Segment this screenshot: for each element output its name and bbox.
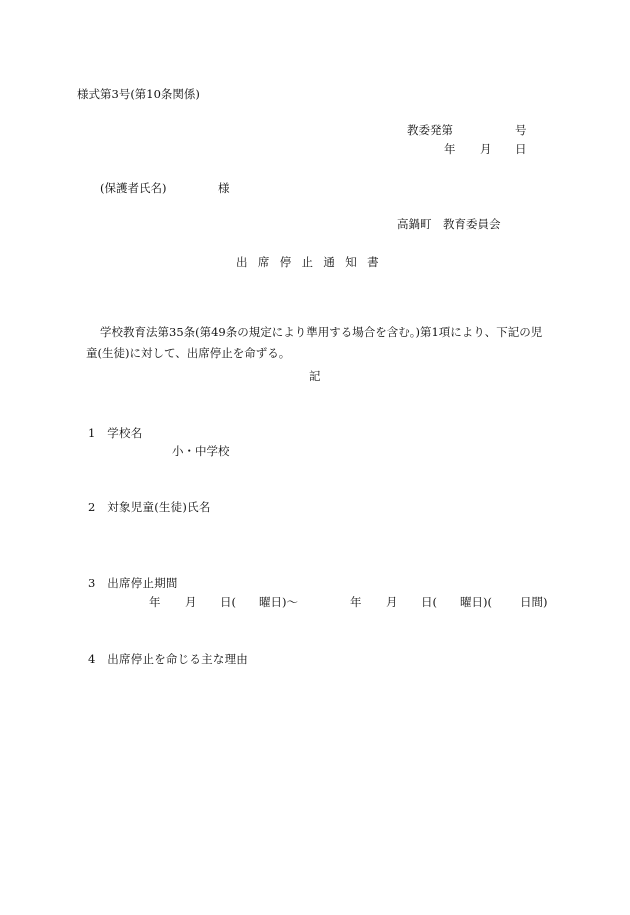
period-weekday-1: 曜日)～	[259, 595, 298, 609]
date-month: 月	[480, 142, 492, 156]
period-day-2: 日(	[421, 595, 437, 609]
addressee-honorific: 様	[218, 181, 230, 195]
item-school-value: 小・中学校	[172, 444, 230, 458]
item-reason-heading: 4 出席停止を命じる主な理由	[88, 652, 249, 666]
date-year: 年	[444, 142, 456, 156]
period-year-2: 年	[350, 595, 362, 609]
document-number-prefix: 教委発第	[407, 123, 453, 137]
body-text: 学校教育法第35条(第49条の規定により準用する場合を含む。)第1項により、下記の児童(生徒)に対して、出席停止を命ずる。	[86, 324, 543, 360]
period-year-1: 年	[149, 595, 161, 609]
date-day: 日	[515, 142, 527, 156]
issuer: 高鍋町 教育委員会	[397, 217, 501, 231]
period-row	[0, 594, 630, 612]
item-student-heading: 2 対象児童(生徒)氏名	[88, 500, 211, 514]
document-number-suffix: 号	[515, 123, 527, 137]
period-month-1: 月	[185, 595, 197, 609]
ki-marker: 記	[309, 369, 321, 383]
period-month-2: 月	[386, 595, 398, 609]
item-period-heading: 3 出席停止期間	[88, 576, 178, 590]
document-title: 出席停止通知書	[236, 255, 389, 269]
item-school-heading: 1 学校名	[88, 426, 143, 440]
period-day-1: 日(	[220, 595, 236, 609]
form-number: 様式第3号(第10条関係)	[77, 87, 200, 101]
addressee-label: (保護者氏名)	[100, 181, 167, 195]
period-weekday-2: 曜日)(	[460, 595, 492, 609]
period-days: 日間)	[520, 595, 548, 609]
